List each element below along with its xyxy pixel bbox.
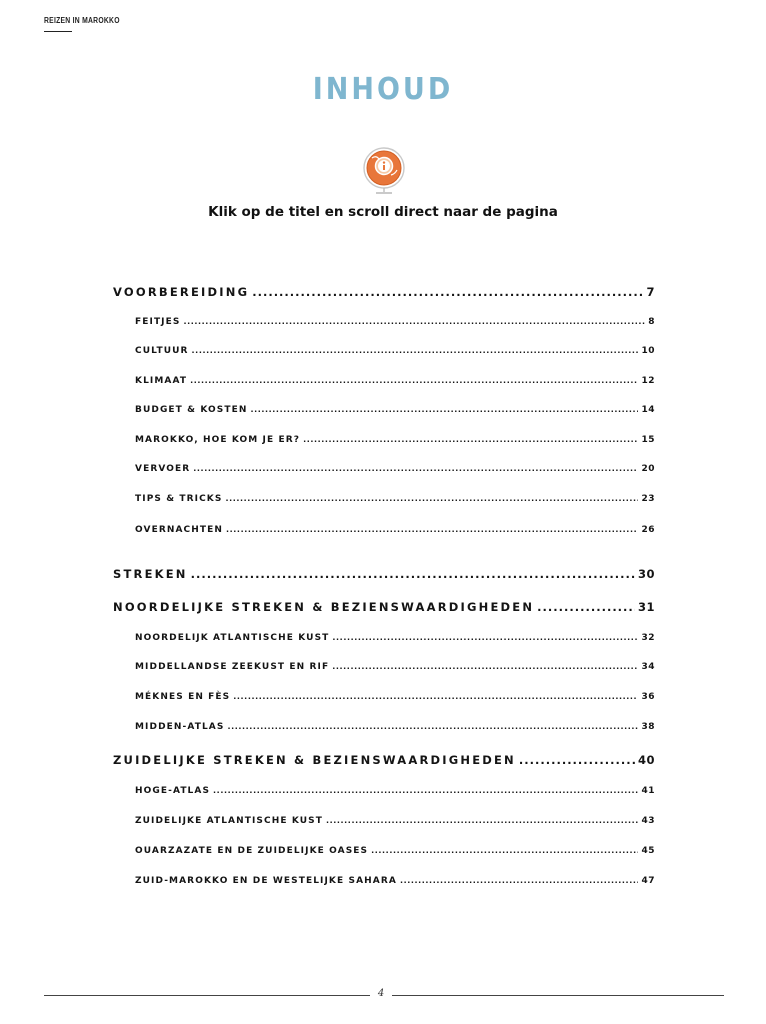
dot-leader	[227, 722, 638, 731]
dot-leader	[371, 846, 638, 855]
dot-leader	[233, 692, 638, 701]
toc-entry-page-number: 38	[641, 722, 655, 732]
toc-entry-label: FEITJES	[135, 317, 181, 327]
toc-section-link[interactable]	[113, 753, 655, 767]
toc-entry-label: BUDGET & KOSTEN	[135, 405, 248, 415]
toc-subsection-link[interactable]	[135, 662, 655, 672]
toc-entry-label: NOORDELIJKE STREKEN & BEZIENSWAARDIGHEDEN	[113, 600, 535, 614]
dot-leader	[537, 600, 635, 614]
toc-entry-page-number: 10	[641, 346, 655, 356]
toc-subsection-link[interactable]	[135, 317, 655, 327]
toc-subsection-link[interactable]	[135, 876, 655, 886]
toc-entry-label: ZUID-MAROKKO EN DE WESTELIJKE SAHARA	[135, 876, 397, 886]
toc-entry-label: ZUIDELIJKE ATLANTISCHE KUST	[135, 816, 323, 826]
toc-section-link[interactable]	[113, 285, 655, 299]
toc-entry-label: OUARZAZATE EN DE ZUIDELIJKE OASES	[135, 846, 369, 856]
footer-rule-right	[392, 995, 724, 996]
toc-entry-page-number: 7	[646, 285, 655, 299]
toc-entry-label: OVERNACHTEN	[135, 525, 224, 535]
toc-entry-page-number: 40	[637, 753, 655, 767]
toc-entry-label: VOORBEREIDING	[113, 285, 250, 299]
toc-entry-label: CULTUUR	[135, 346, 189, 356]
toc-subsection-link[interactable]	[135, 786, 655, 796]
dot-leader	[191, 567, 635, 581]
dot-leader	[519, 753, 635, 767]
dot-leader	[303, 435, 638, 444]
toc-entry-page-number: 8	[648, 317, 655, 327]
toc-entry-label: MIDDEN-ATLAS	[135, 722, 225, 732]
toc-entry-page-number: 45	[641, 846, 655, 856]
toc-entry-page-number: 15	[641, 435, 655, 445]
dot-leader	[213, 786, 638, 795]
globe-info-icon	[358, 144, 410, 196]
toc-entry-page-number: 20	[641, 464, 655, 474]
toc-subsection-link[interactable]	[135, 464, 655, 474]
instruction-subtitle: Klik op de titel en scroll direct naar de pagina	[208, 204, 558, 220]
toc-subsection-link[interactable]	[135, 722, 655, 732]
toc-entry-page-number: 31	[637, 600, 655, 614]
toc-entry-page-number: 23	[641, 494, 655, 504]
toc-entry-label: MAROKKO, HOE KOM JE ER?	[135, 435, 301, 445]
toc-entry-label: KLIMAAT	[135, 376, 188, 386]
dot-leader	[326, 816, 639, 825]
toc-entry-label: MÉKNES EN FÈS	[135, 692, 231, 702]
toc-entry-page-number: 12	[641, 376, 655, 386]
toc-section-link[interactable]	[113, 600, 655, 614]
dot-leader	[252, 285, 643, 299]
dot-leader	[192, 346, 639, 355]
dot-leader	[400, 876, 639, 885]
toc-subsection-link[interactable]	[135, 692, 655, 702]
toc-entry-page-number: 43	[641, 816, 655, 826]
toc-entry-label: HOGE-ATLAS	[135, 786, 211, 796]
toc-entry-page-number: 30	[637, 567, 655, 581]
dot-leader	[183, 317, 645, 326]
dot-leader	[190, 376, 638, 385]
toc-entry-page-number: 41	[641, 786, 655, 796]
toc-entry-page-number: 36	[641, 692, 655, 702]
footer-rule-left	[44, 995, 370, 996]
dot-leader	[225, 494, 638, 503]
toc-entry-label: TIPS & TRICKS	[135, 494, 223, 504]
page-number: 4	[377, 988, 385, 999]
toc-entry-page-number: 32	[641, 633, 655, 643]
toc-subsection-link[interactable]	[135, 346, 655, 356]
toc-entry-label: ZUIDELIJKE STREKEN & BEZIENSWAARDIGHEDEN	[113, 753, 516, 767]
toc-entry-page-number: 47	[641, 876, 655, 886]
dot-leader	[332, 633, 638, 642]
toc-subsection-link[interactable]	[135, 633, 655, 643]
toc-subsection-link[interactable]	[135, 846, 655, 856]
toc-entry-page-number: 34	[641, 662, 655, 672]
header-rule	[44, 31, 72, 32]
page-title: INHOUD	[312, 72, 454, 107]
toc-entry-label: VERVOER	[135, 464, 191, 474]
toc-section-link[interactable]	[113, 567, 655, 581]
toc-subsection-link[interactable]	[135, 435, 655, 445]
dot-leader	[193, 464, 638, 473]
toc-subsection-link[interactable]	[135, 405, 655, 415]
toc-entry-label: MIDDELLANDSE ZEEKUST EN RIF	[135, 662, 330, 672]
dot-leader	[332, 662, 638, 671]
toc-subsection-link[interactable]	[135, 816, 655, 826]
toc-entry-label: NOORDELIJK ATLANTISCHE KUST	[135, 633, 330, 643]
toc-entry-page-number: 26	[641, 525, 655, 535]
running-header: REIZEN IN MAROKKO	[44, 16, 120, 25]
dot-leader	[250, 405, 638, 414]
toc-subsection-link[interactable]	[135, 376, 655, 386]
toc-subsection-link[interactable]	[135, 525, 655, 535]
toc-entry-page-number: 14	[641, 405, 655, 415]
toc-entry-label: STREKEN	[113, 567, 188, 581]
toc-subsection-link[interactable]	[135, 494, 655, 504]
dot-leader	[226, 525, 638, 534]
